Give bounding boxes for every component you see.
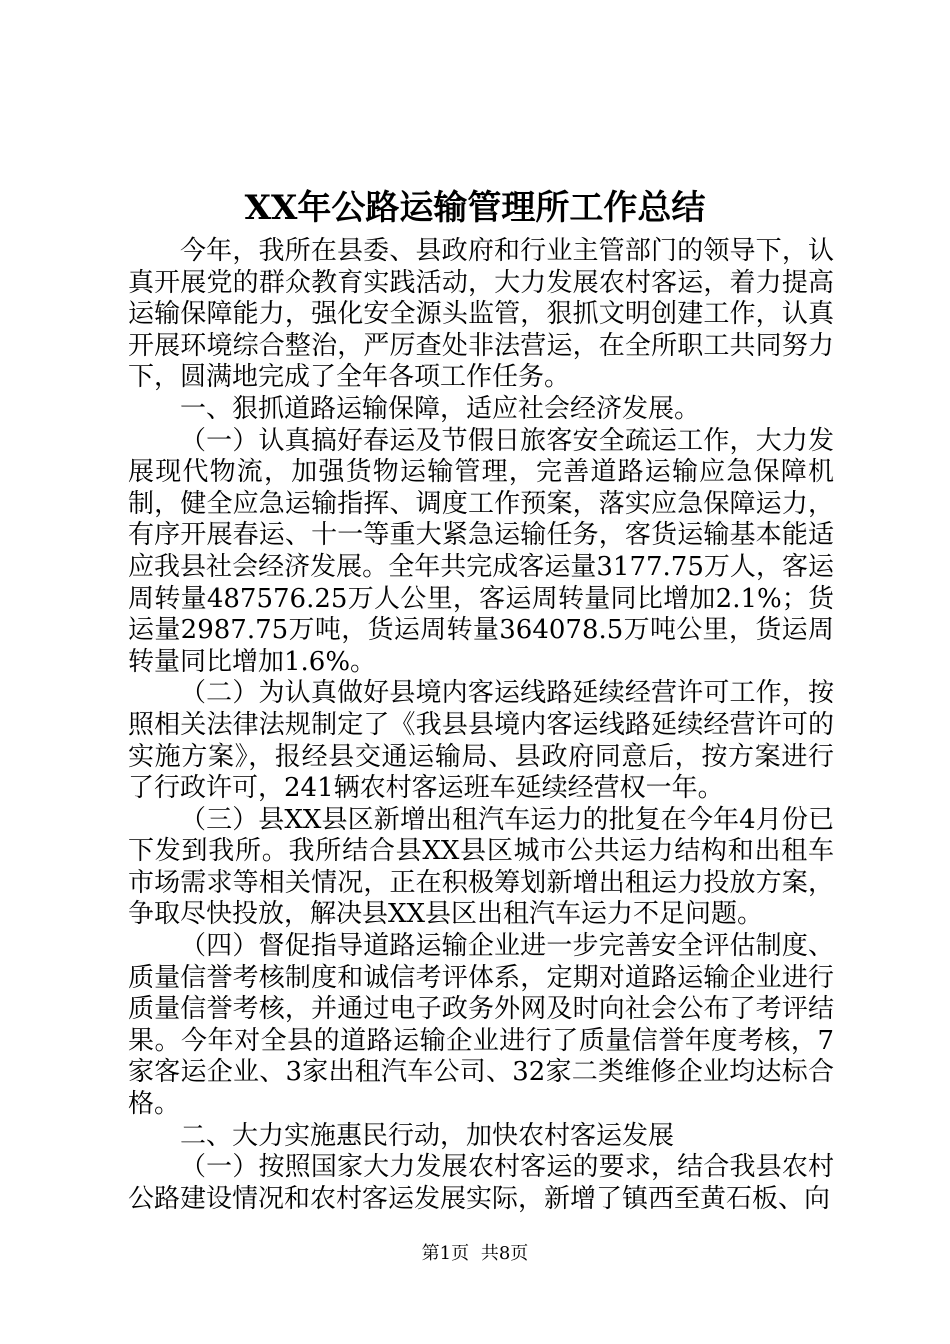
paragraph-1-1: （一）认真搞好春运及节假日旅客安全疏运工作，大力发展现代物流，加强货物运输管理，完善道路运输应急保障机制，健全应急运输指挥、调度工作预案，落实应急保障运力，有序开展春运、十一等重大紧急运输任务，客货运输基本能适应我县社会经济发展。全年共完成客运量3177.75万人，客运周转量487576.25万人公里，客运周转量同比增加2.1%；货运量2987.75万吨，货运周转量364078.5万吨公里，货运周转量同比增加1.6%。 — [128, 425, 834, 677]
page-number: 第1页 — [421, 1243, 470, 1264]
paragraph-1-3: （三）县XX县区新增出租汽车运力的批复在今年4月份已下发到我所。我所结合县XX县区城市公共运力结构和出租车市场需求等相关情况，正在积极筹划新增出租运力投放方案，争取尽快投放，解决县XX县区出租汽车运力不足问题。 — [128, 804, 834, 930]
paragraph-1-2: （二）为认真做好县境内客运线路延续经营许可工作，按照相关法律法规制定了《我县县境内客运线路延续经营许可的实施方案》，报经县交通运输局、县政府同意后，按方案进行了行政许可，241辆农村客运班车延续经营权一年。 — [128, 678, 834, 804]
page-total: 共8页 — [480, 1243, 529, 1264]
document-body — [128, 236, 834, 1215]
paragraph-2-1: （一）按照国家大力发展农村客运的要求，结合我县农村公路建设情况和农村客运发展实际，新增了镇西至黄石板、向 — [128, 1152, 834, 1214]
paragraph-1-4: （四）督促指导道路运输企业进一步完善安全评估制度、质量信誉考核制度和诚信考评体系，定期对道路运输企业进行质量信誉考核，并通过电子政务外网及时向社会公布了考评结果。今年对全县的道路运输企业进行了质量信誉年度考核，7家客运企业、3家出租汽车公司、32家二类维修企业均达标合格。 — [128, 931, 834, 1120]
section-heading-1: 一、狠抓道路运输保障，适应社会经济发展。 — [180, 393, 701, 424]
document-title: XX年公路运输管理所工作总结 — [244, 188, 706, 228]
paragraph-intro: 今年，我所在县委、县政府和行业主管部门的领导下，认真开展党的群众教育实践活动，大力发展农村客运，着力提高运输保障能力，强化安全源头监管，狠抓文明创建工作，认真开展环境综合整治，严厉查处非法营运，在全所职工共同努力下，圆满地完成了全年各项工作任务。 — [128, 236, 834, 393]
page-footer — [0, 1242, 950, 1266]
section-heading-2: 二、大力实施惠民行动，加快农村客运发展 — [180, 1120, 675, 1151]
